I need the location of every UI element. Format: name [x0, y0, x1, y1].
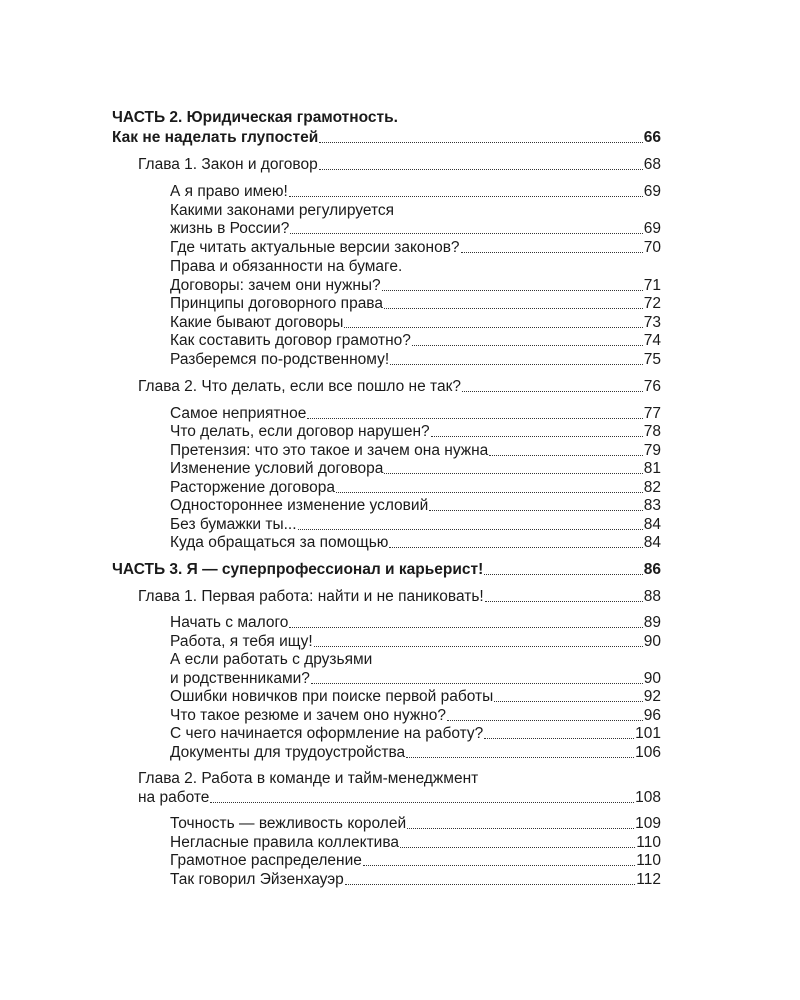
page-number: 71: [643, 277, 661, 294]
dot-leader: [400, 847, 635, 848]
toc-entry-section[interactable]: [170, 613, 661, 633]
entry-title: Глава 1. Первая работа: найти и не паниковать!: [138, 588, 484, 605]
entry-title: Изменение условий договора: [170, 460, 384, 477]
dot-leader: [489, 455, 642, 456]
page-number: 76: [643, 378, 661, 395]
page-number: 82: [643, 479, 661, 496]
page-number: 89: [643, 614, 661, 631]
entry-title: Точность — вежливость королей: [170, 815, 407, 832]
page-number: 75: [643, 351, 661, 368]
page-number: 72: [643, 295, 661, 312]
dot-leader: [384, 473, 642, 474]
entry-title: Работа, я тебя ищу!: [170, 633, 313, 650]
toc-entry-section[interactable]: [170, 833, 661, 853]
page-number: 66: [643, 129, 661, 146]
toc-entry-section[interactable]: [170, 724, 661, 744]
page-number: 86: [643, 561, 661, 578]
dot-leader: [447, 720, 643, 721]
toc-entry-chapter[interactable]: [138, 788, 661, 808]
dot-leader: [484, 738, 634, 739]
toc-entry-section[interactable]: [170, 851, 661, 871]
page-number: 109: [635, 815, 661, 832]
page-number: 70: [643, 239, 661, 256]
dot-leader: [431, 436, 643, 437]
entry-title: Что такое резюме и зачем оно нужно?: [170, 707, 447, 724]
dot-leader: [311, 683, 643, 684]
page-number: 68: [643, 156, 661, 173]
page-number: 96: [643, 707, 661, 724]
dot-leader: [429, 510, 643, 511]
page-number: 83: [643, 497, 661, 514]
toc-entry-part-3[interactable]: [112, 560, 661, 580]
entry-title: Глава 1. Закон и договор: [138, 156, 318, 173]
page-number: 110: [636, 852, 661, 869]
entry-title: Самое неприятное: [170, 405, 307, 422]
entry-title: Договоры: зачем они нужны?: [170, 277, 381, 294]
dot-leader: [289, 627, 642, 628]
entry-title: жизнь в России?: [170, 220, 290, 237]
dot-leader: [307, 418, 642, 419]
page-number: 74: [643, 332, 661, 349]
dot-leader: [406, 757, 634, 758]
dot-leader: [384, 308, 643, 309]
entry-title: ЧАСТЬ 3. Я — суперпрофессионал и карьерист!: [112, 561, 484, 578]
page-number: 84: [643, 516, 661, 533]
page-number: 92: [643, 688, 661, 705]
page-number: 110: [636, 834, 661, 851]
entry-title: на работе: [138, 789, 210, 806]
toc-entry-chapter[interactable]: [138, 587, 661, 607]
entry-title: С чего начинается оформление на работу?: [170, 725, 484, 742]
dot-leader: [289, 196, 643, 197]
dot-leader: [382, 290, 643, 291]
toc-entry-section[interactable]: [170, 422, 661, 442]
page-number: 106: [635, 744, 661, 761]
toc-entry-section[interactable]: [170, 350, 661, 370]
entry-title-line: Права и обязанности на бумаге.: [170, 258, 403, 275]
dot-leader: [298, 529, 643, 530]
dot-leader: [390, 364, 643, 365]
entry-title-line: Глава 2. Работа в команде и тайм-менеджмент: [138, 770, 479, 787]
entry-title: Как не наделать глупостей: [112, 129, 319, 146]
entry-title: Глава 2. Что делать, если все пошло не так?: [138, 378, 461, 395]
page-number: 78: [643, 423, 661, 440]
page-number: 108: [635, 789, 661, 806]
toc-entry-section[interactable]: [170, 743, 661, 763]
entry-title: Одностороннее изменение условий: [170, 497, 429, 514]
dot-leader: [462, 391, 643, 392]
toc-entry-section[interactable]: [170, 515, 661, 535]
toc-entry-chapter[interactable]: [138, 155, 661, 175]
entry-title-line: А если работать с друзьями: [170, 651, 373, 668]
page-number: 69: [643, 220, 661, 237]
page-number: 77: [643, 405, 661, 422]
dot-leader: [461, 252, 643, 253]
toc-entry-section[interactable]: [170, 496, 661, 516]
toc-entry-section[interactable]: [170, 219, 661, 239]
entry-title: Что делать, если договор нарушен?: [170, 423, 430, 440]
toc-entry-section[interactable]: [170, 276, 661, 296]
page-number: 81: [643, 460, 661, 477]
toc-entry-section[interactable]: [170, 313, 661, 333]
page-number: 73: [643, 314, 661, 331]
entry-title: Негласные правила коллектива: [170, 834, 400, 851]
toc-entry-section[interactable]: [170, 294, 661, 314]
dot-leader: [412, 345, 643, 346]
toc-entry-section[interactable]: [170, 687, 661, 707]
toc-entry-chapter[interactable]: [138, 377, 661, 397]
entry-title: Какие бывают договоры: [170, 314, 344, 331]
part-title-line: ЧАСТЬ 2. Юридическая грамотность.: [112, 109, 398, 126]
toc-entry-section[interactable]: [170, 331, 661, 351]
dot-leader: [344, 327, 642, 328]
toc-entry-section[interactable]: [170, 478, 661, 498]
entry-title: Без бумажки ты...: [170, 516, 297, 533]
entry-title: Грамотное распределение: [170, 852, 362, 869]
entry-title: Ошибки новичков при поиске первой работы: [170, 688, 494, 705]
dot-leader: [485, 601, 643, 602]
page-number: 90: [643, 670, 661, 687]
toc-entry-part-2[interactable]: [112, 128, 661, 148]
dot-leader: [407, 828, 634, 829]
toc-entry-section[interactable]: [170, 459, 661, 479]
toc-entry-section[interactable]: [170, 870, 661, 890]
toc-entry-section[interactable]: [170, 669, 661, 689]
page-number: 79: [643, 442, 661, 459]
dot-leader: [345, 884, 636, 885]
entry-title: Разберемся по-родственному!: [170, 351, 390, 368]
entry-title: Так говорил Эйзенхауэр: [170, 871, 344, 888]
entry-title: Документы для трудоустройства: [170, 744, 406, 761]
entry-title: Куда обращаться за помощью: [170, 534, 389, 551]
entry-title: и родственниками?: [170, 670, 310, 687]
dot-leader: [389, 547, 642, 548]
dot-leader: [290, 233, 642, 234]
dot-leader: [314, 646, 643, 647]
toc-entry-section[interactable]: [170, 814, 661, 834]
entry-title: А я право имею!: [170, 183, 288, 200]
entry-title: Как составить договор грамотно?: [170, 332, 411, 349]
toc-entry-section[interactable]: [170, 632, 661, 652]
page-number: 88: [643, 588, 661, 605]
page-number: 90: [643, 633, 661, 650]
page-number: 101: [635, 725, 661, 742]
entry-title: Где читать актуальные версии законов?: [170, 239, 460, 256]
toc-entry-section[interactable]: [170, 182, 661, 202]
entry-title: Принципы договорного права: [170, 295, 383, 312]
dot-leader: [484, 574, 643, 575]
page-number: 69: [643, 183, 661, 200]
dot-leader: [494, 701, 643, 702]
entry-title: Претензия: что это такое и зачем она нужна: [170, 442, 489, 459]
toc-entry-section[interactable]: [170, 706, 661, 726]
toc-entry-section[interactable]: [170, 404, 661, 424]
page-number: 112: [636, 871, 661, 888]
dot-leader: [319, 169, 643, 170]
entry-title: Начать с малого: [170, 614, 289, 631]
entry-title: Расторжение договора: [170, 479, 336, 496]
page-number: 84: [643, 534, 661, 551]
toc-entry-section[interactable]: [170, 441, 661, 461]
toc-entry-section[interactable]: [170, 238, 661, 258]
dot-leader: [363, 865, 635, 866]
dot-leader: [336, 492, 643, 493]
entry-title-line: Какими законами регулируется: [170, 202, 395, 219]
dot-leader: [210, 802, 634, 803]
toc-entry-section[interactable]: [170, 533, 661, 553]
dot-leader: [319, 142, 642, 143]
